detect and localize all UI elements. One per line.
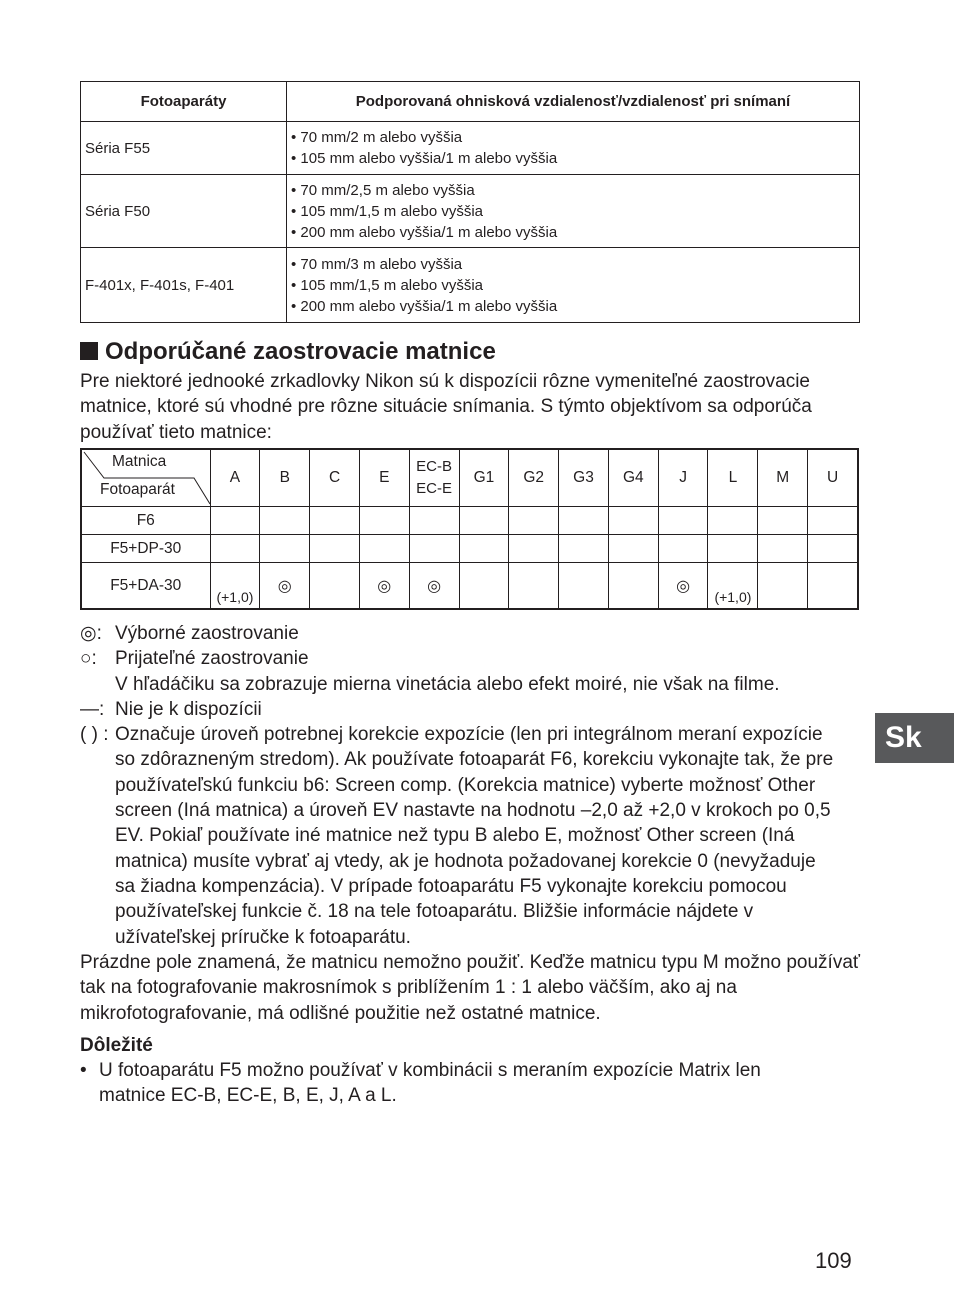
language-tab: Sk <box>875 713 954 763</box>
compat-cell <box>758 535 808 563</box>
compat-cell <box>260 563 310 610</box>
compat-cell <box>409 535 459 563</box>
compat-cell <box>459 535 509 563</box>
compat-cell <box>808 535 858 563</box>
spec-cell <box>287 175 860 248</box>
camera-cell: F5+DP-30 <box>81 535 210 563</box>
section-title: Odporúčané zaostrovacie matnice <box>105 338 496 365</box>
square-bullet-icon <box>80 342 98 360</box>
compat-cell <box>260 535 310 563</box>
spec-item: • 105 mm/1,5 m alebo vyššia <box>291 202 483 220</box>
compat-cell <box>559 535 609 563</box>
legend-item <box>80 646 860 671</box>
compat-cell <box>310 507 360 535</box>
screen-type-header: G4 <box>608 449 658 507</box>
legend-item <box>80 697 860 722</box>
excellent-focus-icon: ◎ <box>676 577 691 595</box>
compat-cell <box>509 507 559 535</box>
compat-cell <box>559 507 609 535</box>
screen-type-header: G3 <box>559 449 609 507</box>
important-item <box>80 1058 870 1109</box>
camera-cell: F5+DA-30 <box>81 563 210 610</box>
column-header: Fotoaparáty <box>81 82 287 122</box>
spec-item: • 70 mm/3 m alebo vyššia <box>291 255 463 273</box>
corner-label-screen: Matnica <box>112 453 167 470</box>
screen-type-header: J <box>658 449 708 507</box>
compat-cell <box>708 563 758 610</box>
screen-type-header: G1 <box>459 449 509 507</box>
spec-item: • 200 mm alebo vyššia/1 m alebo vyššia <box>291 223 558 241</box>
compat-cell <box>658 535 708 563</box>
screen-type-header: L <box>708 449 758 507</box>
legend-key: ○: <box>80 648 97 670</box>
important-text: U fotoaparátu F5 možno používať v kombinácii s meraním expozície Matrix len matnice EC-B, EC-E, B, E, J, A a L. <box>99 1060 761 1107</box>
page-number: 109 <box>815 1248 852 1273</box>
screen-type-header: C <box>310 449 360 507</box>
legend-item <box>80 722 860 950</box>
compat-cell <box>758 563 808 610</box>
compat-cell <box>459 563 509 610</box>
legend-text: V hľadáčiku sa zobrazuje mierna vinetácia alebo efekt moiré, nie však na filme. <box>115 673 780 695</box>
compat-cell <box>509 535 559 563</box>
compat-cell <box>608 563 658 610</box>
screen-type-header: B <box>260 449 310 507</box>
compat-cell <box>658 563 708 610</box>
corner-label-camera: Fotoaparát <box>100 481 175 498</box>
legend-text: Výborné zaostrovanie <box>115 623 299 644</box>
screen-type-header: EC-B EC-E <box>409 449 459 507</box>
camera-cell: Séria F50 <box>81 175 287 248</box>
spec-cell <box>287 122 860 175</box>
compat-cell <box>708 507 758 535</box>
compat-cell <box>310 535 360 563</box>
spec-item: • 105 mm alebo vyššia/1 m alebo vyššia <box>291 150 558 167</box>
spec-item: • 200 mm alebo vyššia/1 m alebo vyššia <box>291 297 558 315</box>
legend-key: ( ) : <box>80 724 109 746</box>
compat-cell <box>708 535 758 563</box>
exposure-correction: (+1,0) <box>714 588 752 605</box>
compat-cell <box>559 563 609 610</box>
table-row <box>81 563 858 610</box>
legend-text: Nie je k dispozícii <box>115 698 262 720</box>
legend-key: —: <box>80 698 105 720</box>
note-paragraph: Prázdne pole znamená, že matnicu nemožno použiť. Keďže matnicu typu M možno používať tak na fotografovanie makrosnímok s priblížením 1 : 1 alebo väčším, ako aj na mikrofotografovanie, má odlišné použitie než ostatné matnice. <box>80 952 861 1024</box>
compat-cell <box>409 563 459 610</box>
compat-cell <box>260 507 310 535</box>
compat-cell <box>608 535 658 563</box>
compat-cell <box>409 507 459 535</box>
compat-cell <box>808 563 858 610</box>
table-row <box>81 175 860 248</box>
header-row <box>81 449 858 507</box>
column-header: Podporovaná ohnisková vzdialenosť/vzdialenosť pri snímaní <box>287 82 860 122</box>
compat-cell <box>758 507 808 535</box>
screen-type-header: M <box>758 449 808 507</box>
legend-text: Označuje úroveň potrebnej korekcie expozície (len pri integrálnom meraní expozície so zdôrazneným stredom). Ak používate fotoaparát F6, korekciu vykonajte tak, že pre používateľskú funkciu b6: Screen comp. (Korekcia matnice) vyberte možnosť Other screen (Iná matnica) a úroveň EV nastavte na hodnotu –2,0 až +2,0 v krokoch po 0,5 EV. Pokiaľ používate iné matnice než typu B alebo E, možnosť Other screen (Iná matnica) musíte vybrať aj vtedy, ak je hodnota požadovanej korekcie 0 (nevyžaduje sa žiadna kompenzácia). V prípade fotoaparátu F5 vykonajte korekciu pomocou používateľskej funkcie č. 18 na tele fotoaparátu. Bližšie informácie nájdete v užívateľskej príručke k fotoaparátu. <box>115 724 834 948</box>
camera-cell: F6 <box>81 507 210 535</box>
bullet: • <box>80 1060 87 1081</box>
intro-paragraph: Pre niektoré jednooké zrkadlovky Nikon sú k dispozícii rôzne vymeniteľné zaostrovacie matnice, ktoré sú vhodné pre rôzne situácie snímania. S týmto objektívom sa odporúča používať tieto matnice: <box>80 371 812 443</box>
compat-cell <box>359 507 409 535</box>
legend <box>80 621 860 950</box>
screen-type-header: U <box>808 449 858 507</box>
screen-type-header: G2 <box>509 449 559 507</box>
legend-key <box>80 672 115 697</box>
legend-key: ◎: <box>80 623 102 644</box>
compat-cell <box>210 507 260 535</box>
legend-text: Prijateľné zaostrovanie <box>115 648 309 670</box>
corner-diagonal <box>82 450 210 506</box>
exposure-correction: (+1,0) <box>216 588 254 605</box>
compat-cell <box>808 507 858 535</box>
section-heading <box>80 338 496 366</box>
table-row <box>81 248 860 323</box>
compat-cell <box>359 563 409 610</box>
legend-item <box>80 621 860 646</box>
screen-type-header: A <box>210 449 260 507</box>
screen-type-header: E <box>359 449 409 507</box>
spec-item: • 105 mm/1,5 m alebo vyššia <box>291 276 483 294</box>
compat-cell <box>210 563 260 610</box>
excellent-focus-icon: ◎ <box>277 577 292 595</box>
camera-cell: Séria F55 <box>81 122 287 175</box>
compat-cell <box>310 563 360 610</box>
legend-item <box>80 672 860 697</box>
excellent-focus-icon: ◎ <box>377 577 392 595</box>
focusing-screen-table <box>80 448 859 610</box>
spec-item: • 70 mm/2,5 m alebo vyššia <box>291 181 475 199</box>
corner-cell <box>81 449 210 507</box>
table-row <box>81 507 858 535</box>
table-row <box>81 535 858 563</box>
spec-item: • 70 mm/2 m alebo vyššia <box>291 129 463 146</box>
table-row <box>81 122 860 175</box>
compat-cell <box>608 507 658 535</box>
compat-cell <box>210 535 260 563</box>
important-heading: Dôležité <box>80 1035 153 1056</box>
compat-cell <box>509 563 559 610</box>
excellent-focus-icon: ◎ <box>427 577 442 595</box>
spec-cell <box>287 248 860 323</box>
compat-cell <box>359 535 409 563</box>
camera-cell: F-401x, F-401s, F-401 <box>81 248 287 323</box>
compat-cell <box>459 507 509 535</box>
focal-length-table <box>80 81 860 323</box>
compat-cell <box>658 507 708 535</box>
